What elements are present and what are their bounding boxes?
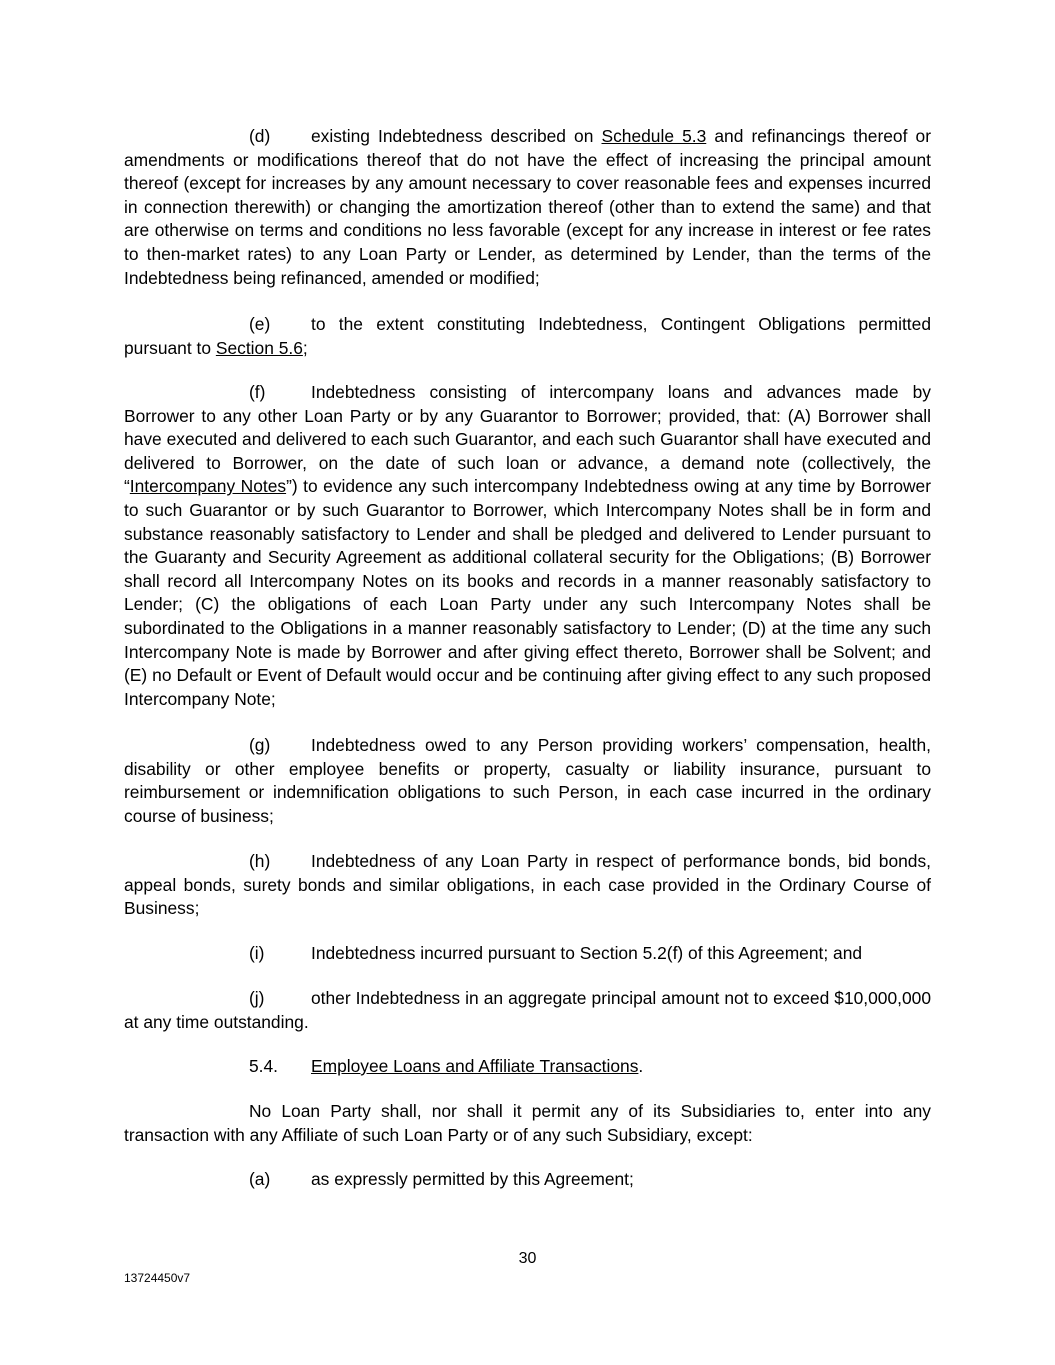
clause-f-label: (f)	[249, 382, 266, 402]
page-number: 30	[518, 1250, 537, 1267]
clause-e-label: (e)	[249, 314, 271, 334]
clause-d-label: (d)	[249, 126, 271, 146]
clause-i	[124, 942, 931, 966]
clause-e-text-end: ;	[302, 337, 308, 358]
clause-d-text-end: and refinancings thereof or amendments or modifications thereof that do not have the effect of increasing the principal amount thereof (except for increases by any amount necessary to cover reasonable fees and expenses incurred in connection therewith) or changing the amortization thereof (other than to extend the same) and that are otherwise on terms and conditions no less favorable (except for any increase in interest or fee rates to then-market rates) to any Loan Party or Lender, as determined by Lender, than the terms of the Indebtedness being refinanced, amended or modified;	[124, 126, 931, 288]
clause-j-text: other Indebtedness in an aggregate principal amount not to exceed $10,000,000 at any time outstanding.	[124, 988, 931, 1032]
clause-a-text: as expressly permitted by this Agreement;	[311, 1169, 634, 1189]
section-number: 5.4.	[249, 1056, 279, 1076]
defined-term-intercompany-notes: Intercompany Notes	[129, 476, 287, 497]
schedule-reference: Schedule 5.3	[601, 126, 707, 146]
clause-h-label: (h)	[249, 851, 271, 871]
section-intro-text: No Loan Party shall, nor shall it permit any of its Subsidiaries to, enter into any transaction with any Affiliate of such Loan Party or of any such Subsidiary, except:	[124, 1101, 931, 1145]
section-reference: Section 5.6	[215, 337, 303, 358]
document-id: 13724450v7	[124, 1271, 191, 1285]
section-title-end: .	[638, 1056, 644, 1076]
clause-a	[124, 1168, 931, 1192]
clause-e-text-start: to the extent constituting Indebtedness, Contingent Obligations permitted pursuant to	[124, 314, 931, 358]
clause-g-label: (g)	[249, 735, 271, 755]
clause-d	[124, 125, 931, 290]
clause-i-label: (i)	[249, 943, 265, 963]
clause-f	[124, 381, 931, 711]
section-title: Employee Loans and Affiliate Transactions	[311, 1056, 639, 1076]
clause-h	[124, 850, 931, 921]
clause-j	[124, 987, 931, 1034]
clause-a-label: (a)	[249, 1169, 271, 1189]
clause-j-label: (j)	[249, 988, 265, 1008]
clause-d-text-start: existing Indebtedness described on	[311, 126, 602, 146]
section-heading	[124, 1055, 931, 1079]
clause-i-text: Indebtedness incurred pursuant to Section 5.2(f) of this Agreement; and	[311, 943, 863, 963]
clause-f-text-end: ”) to evidence any such intercompany Indebtedness owing at any time by Borrower to such Guarantor or by such Guarantor to Borrower, which Intercompany Notes shall be in form and substance reasonably satisfactory to Lender and shall be pledged and delivered to Lender pursuant to the Guaranty and Security Agreement as additional collateral security for the Obligations; (B) Borrower shall record all Intercompany Notes on its books and records in a manner reasonably satisfactory to Lender; (C) the obligations of each Loan Party under any such Intercompany Notes shall be subordinated to the Obligations in a manner reasonably satisfactory to Lender; (D) at the time any such Intercompany Note is made by Borrower and after giving effect thereto, Borrower shall be Solvent; and (E) no Default or Event of Default would occur and be continuing after giving effect to any such proposed Intercompany Note;	[124, 476, 932, 709]
clause-g	[124, 734, 931, 828]
clause-g-text: Indebtedness owed to any Person providing workers’ compensation, health, disability or other employee benefits or property, casualty or liability insurance, pursuant to reimbursement or indemnification obligations to such Person, in each case incurred in the ordinary course of business;	[124, 735, 931, 826]
clause-h-text: Indebtedness of any Loan Party in respect of performance bonds, bid bonds, appeal bonds, surety bonds and similar obligations, in each case provided in the Ordinary Course of Business;	[124, 851, 931, 919]
clause-e	[124, 313, 931, 360]
section-intro	[124, 1100, 931, 1147]
clause-f-text-start: Indebtedness consisting of intercompany loans and advances made by Borrower to any other Loan Party or by any Guarantor to Borrower; provided, that: (A) Borrower shall have executed and delivered to each such Guarantor, and each such Guarantor shall have executed and delivered to Borrower, on the date of such loan or advance, a demand note (collectively, the “	[124, 382, 931, 497]
